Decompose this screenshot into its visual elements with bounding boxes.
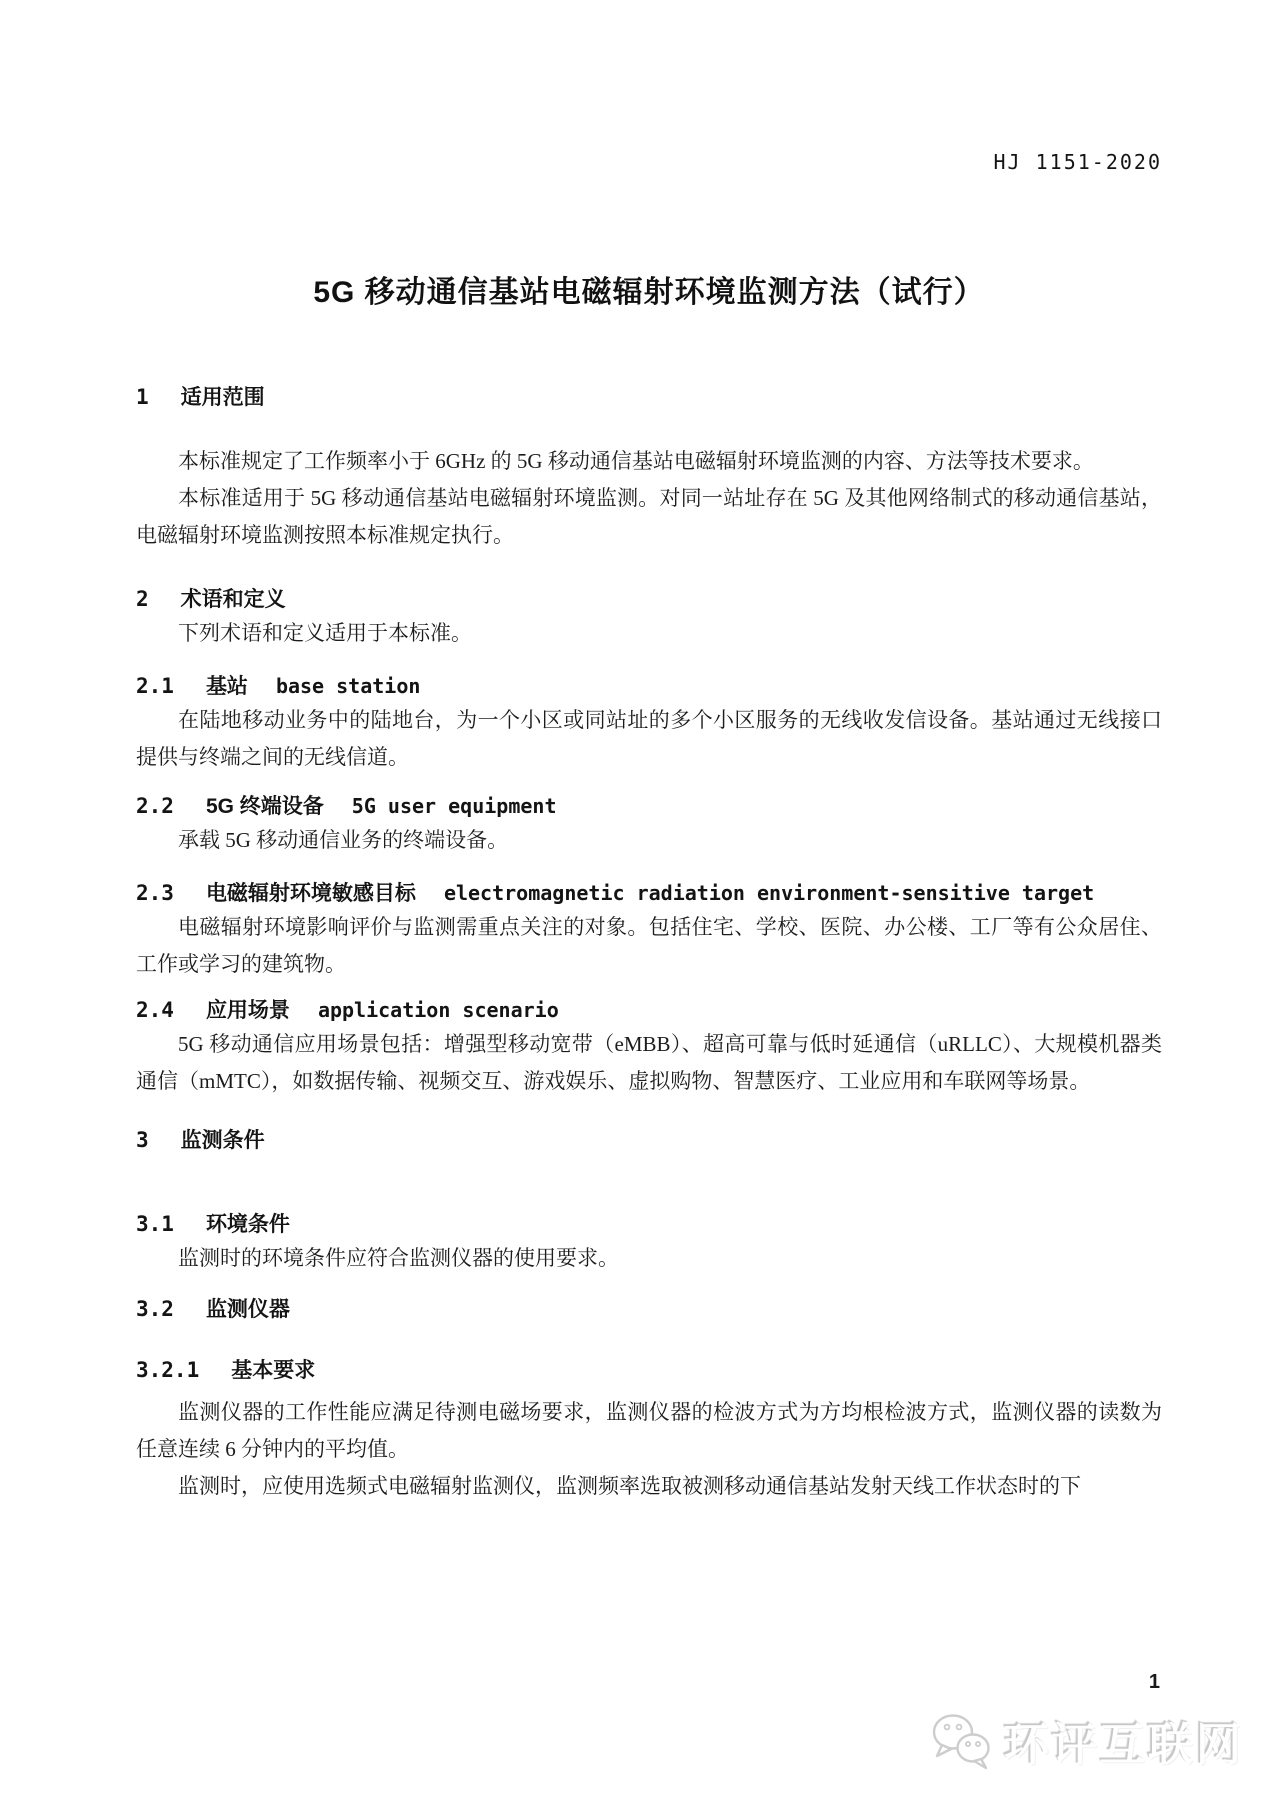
- section-title-text: 适用范围: [180, 386, 265, 409]
- section-title-text: 电磁辐射环境敏感目标: [205, 882, 416, 905]
- section-2-heading: [136, 584, 1162, 615]
- paragraph: 本标准适用于 5G 移动通信基站电磁辐射环境监测。对同一站址存在 5G 及其他网络制式的移动通信基站，电磁辐射环境监测按照本标准规定执行。: [136, 486, 1162, 547]
- section-title-english: application scenario: [317, 998, 559, 1022]
- paragraph: 监测时，应使用选频式电磁辐射监测仪，监测频率选取被测移动通信基站发射天线工作状态时的下: [178, 1474, 1081, 1498]
- section-1-paragraphs: [136, 443, 1162, 554]
- section-3-2-1-paragraphs: [136, 1394, 1162, 1505]
- watermark: [930, 1708, 1244, 1773]
- section-number: 2.4: [136, 998, 174, 1022]
- page-title: 5G 移动通信基站电磁辐射环境监测方法（试行）: [313, 276, 985, 309]
- section-title-text: 监测仪器: [205, 1298, 290, 1321]
- section-2-3-heading: [136, 878, 1162, 909]
- section-title-text: 基本要求: [231, 1359, 316, 1382]
- section-number: 3.2: [136, 1297, 174, 1321]
- paragraph: 监测仪器的工作性能应满足待测电磁场要求，监测仪器的检波方式为方均根检波方式，监测仪器的读数为任意连续 6 分钟内的平均值。: [136, 1400, 1162, 1461]
- paragraph: 本标准规定了工作频率小于 6GHz 的 5G 移动通信基站电磁辐射环境监测的内容、方法等技术要求。: [178, 449, 1094, 473]
- section-1-heading: [136, 382, 1162, 413]
- section-2-1-heading: [136, 671, 1162, 702]
- section-title-text: 术语和定义: [180, 588, 286, 611]
- section-title-text: 监测条件: [180, 1129, 265, 1152]
- paragraph: 监测时的环境条件应符合监测仪器的使用要求。: [178, 1246, 619, 1270]
- section-number: 3.2.1: [136, 1358, 200, 1382]
- paragraph: 在陆地移动业务中的陆地台，为一个小区或同站址的多个小区服务的无线收发信设备。基站通过无线接口提供与终端之间的无线信道。: [136, 708, 1162, 769]
- paragraph: 下列术语和定义适用于本标准。: [178, 621, 472, 645]
- paragraph: 5G 移动通信应用场景包括：增强型移动宽带（eMBB）、超高可靠与低时延通信（uRLLC）、大规模机器类通信（mMTC），如数据传输、视频交互、游戏娱乐、虚拟购物、智慧医疗、工业应用和车联网等场景。: [136, 1032, 1162, 1093]
- section-3-1-heading: [136, 1209, 1162, 1240]
- section-number: 2.1: [136, 674, 174, 698]
- paragraph: 电磁辐射环境影响评价与监测需重点关注的对象。包括住宅、学校、医院、办公楼、工厂等有公众居住、工作或学习的建筑物。: [136, 915, 1162, 976]
- section-number: 3: [136, 1128, 149, 1152]
- section-number: 2.3: [136, 881, 174, 905]
- section-title-english: electromagnetic radiation environment-sensitive target: [443, 881, 1095, 905]
- page-number: 1: [1148, 1671, 1160, 1693]
- section-3-heading: [136, 1125, 1162, 1156]
- section-title-english: base station: [275, 674, 421, 698]
- section-number: 3.1: [136, 1212, 174, 1236]
- section-title-text: 应用场景: [205, 999, 290, 1022]
- wechat-chat-bubbles-icon: [930, 1711, 994, 1771]
- section-title-english: 5G user equipment: [351, 794, 557, 818]
- section-number: 1: [136, 385, 149, 409]
- doc-code: HJ 1151-2020: [993, 150, 1162, 174]
- section-3-2-heading: [136, 1294, 1162, 1325]
- section-2-2-heading: [136, 791, 1162, 822]
- section-2-4-heading: [136, 995, 1162, 1026]
- section-number: 2.2: [136, 794, 174, 818]
- section-title-text: 5G 终端设备: [205, 795, 324, 818]
- paragraph: 承载 5G 移动通信业务的终端设备。: [178, 828, 509, 852]
- section-number: 2: [136, 587, 149, 611]
- section-title-text: 环境条件: [205, 1213, 290, 1236]
- section-title-text: 基站: [205, 675, 248, 698]
- watermark-text: 环评互联网: [1003, 1719, 1244, 1770]
- section-3-2-1-heading: [136, 1355, 1162, 1386]
